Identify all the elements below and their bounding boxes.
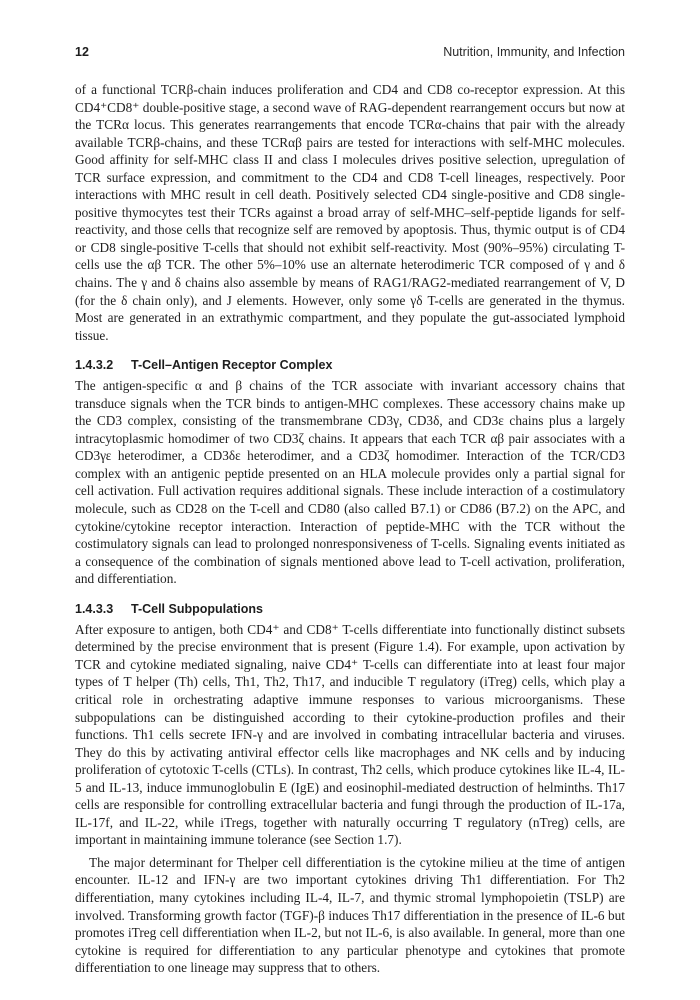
section-title: T-Cell–Antigen Receptor Complex — [131, 358, 333, 373]
page-number: 12 — [75, 45, 89, 59]
paragraph-tcr-complex: The antigen-specific α and β chains of the TCR associate with invariant accessory chains that transduce signals when the TCR binds to antigen-MHC complexes. These accessory chains make up the CD3 complex, consisting of the transmembrane CD3γ, CD3δ, and CD3ε chains plus a largely intracytoplasmic homodimer of two CD3ζ chains. It appears that each TCR αβ pair associates with a CD3γε heterodimer, a CD3δε heterodimer, and a CD3ζ homodimer. Interaction of the TCR/CD3 complex with an antigenic peptide presented on an HLA molecule provides only a partial signal for cell activation. Full activation requires additional signals. These include interaction of a costimulatory molecule, such as CD28 on the T-cell and CD80 (also called B7.1) or CD86 (B7.2) on the APC, and cytokine/cytokine receptor interaction. Interaction of peptide-MHC with the TCR without the costimulatory signals can lead to prolonged nonresponsiveness of T-cells. Signaling events initiated as a consequence of the combination of signals mentioned above lead to T-cell activation, proliferation, and differentiation. — [75, 378, 625, 587]
book-page — [75, 0, 625, 1000]
section-title: T-Cell Subpopulations — [131, 601, 263, 616]
body-text — [75, 81, 625, 977]
section-number: 1.4.3.2 — [75, 358, 114, 373]
paragraph-t-cell-subsets: After exposure to antigen, both CD4⁺ and CD8⁺ T-cells differentiate into functionally distinct subsets determined by the precise environment that is present (Figure 1.4). For example, upon activation by TCR and cytokine mediated signaling, naive CD4⁺ T-cells can differentiate into at least four major types of T helper (Th) cells, Th1, Th2, Th17, and inducible T regulatory (iTreg) cells, which play a critical role in orchestrating adaptive immune responses to various microorganisms. These subpopulations can be distinguished according to their cytokine-production profiles and their functions. Th1 cells secrete IFN-γ and are involved in combating intracellular bacteria and viruses. They do this by activating antiviral effector cells like macrophages and NK cells and by inducing proliferation of cytotoxic T-cells (CTLs). In contrast, Th2 cells, which produce cytokines like IL-4, IL-5 and IL-13, induce immunoglobulin E (IgE) and eosinophil-mediated destruction of helminths. Th17 cells are responsible for controlling extracellular bacteria and fungi through the production of IL-17a, IL-17f, and IL-22, while iTregs, together with naturally occurring T regulatory (nTreg) cells, are important in maintaining immune tolerance (see Section 1.7). — [75, 621, 625, 848]
running-title: Nutrition, Immunity, and Infection — [443, 45, 625, 59]
section-heading-t-cell-subpopulations — [75, 601, 625, 618]
section-number: 1.4.3.3 — [75, 601, 114, 616]
paragraph-th-differentiation: The major determinant for Thelper cell differentiation is the cytokine milieu at the time of antigen encounter. IL-12 and IFN-γ are two important cytokines driving Th1 differentiation. For Th2 differentiation, many cytokines including IL-4, IL-7, and thymic stromal lymphopoietin (TSLP) are involved. Transforming growth factor (TGF)-β induces Th17 differentiation in the presence of IL-6 but promotes iTreg cell differentiation when IL-2, but not IL-6, is also available. In general, more than one cytokine is required for differentiation to any particular phenotype and cytokines that promote differentiation to one lineage may suppress that to others. — [75, 854, 625, 976]
paragraph-thymic-selection: of a functional TCRβ-chain induces proliferation and CD4 and CD8 co-receptor expression. At this CD4⁺CD8⁺ double-positive stage, a second wave of RAG-dependent rearrangement occurs but now at the TCRα locus. This generates rearrangements that encode TCRα-chains that pair with the already available TCRβ-chains, and these TCRαβ pairs are tested for interactions with self-MHC molecules. Good affinity for self-MHC class II and class I molecules drives positive selection, upregulation of TCR surface expression, and commitment to the CD4 and CD8 T-cell lineages, respectively. Poor interactions with MHC result in cell death. Positively selected CD4 single-positive and CD8 single-positive thymocytes test their TCRs against a broad array of self-MHC–self-peptide ligands for self-reactivity, and those cells that recognize self are removed by apoptosis. Thus, thymic output is of CD4 or CD8 single-positive T-cells that should not exhibit self-reactivity. Most (90%–95%) circulating T-cells use the αβ TCR. The other 5%–10% use an alternate heterodimeric TCR composed of γ and δ chains. The γ and δ chains also assemble by means of RAG1/RAG2-mediated rearrangement of V, D (for the δ chain only), and J elements. However, only some γδ T-cells are generated in the thymus. Most are generated in an extrathymic compartment, and they populate the gut-associated lymphoid tissue. — [75, 82, 625, 343]
section-heading-tcr-complex — [75, 357, 625, 374]
running-head — [75, 45, 625, 63]
